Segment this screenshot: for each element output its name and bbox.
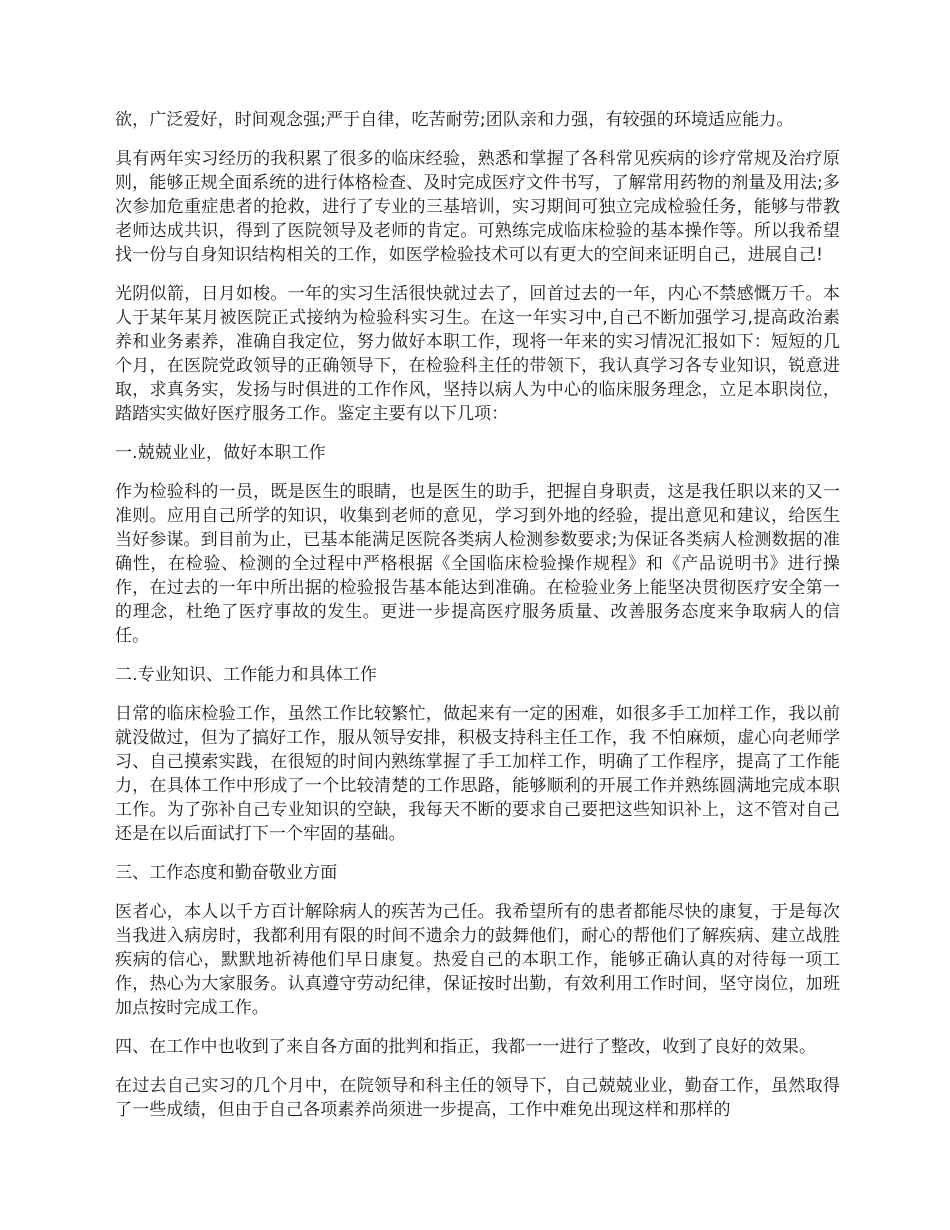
paragraph-closing: 在过去自己实习的几个月中，在院领导和科主任的领导下，自己兢兢业业，勤奋工作，虽然取得了一些成绩，但由于自己各项素养尚须进一步提高，工作中难免出现这样和那样的 <box>115 1076 840 1120</box>
section-heading-2: 二.专业知识、工作能力和具体工作 <box>115 665 378 685</box>
section-heading-1: 一.兢兢业业，做好本职工作 <box>115 443 326 463</box>
section-heading-3: 三、工作态度和勤奋敬业方面 <box>115 863 338 883</box>
paragraph-section-2: 日常的临床检验工作，虽然工作比较繁忙，做起来有一定的困难，如很多手工加样工作，我以前就没做过，但为了搞好工作，服从领导安排，积极支持科主任工作，我 不怕麻烦，虚心向老师学习、自己摸索实践，在很短的时间内熟练掌握了手工加样工作，明确了工作程序，提高了工作能力，在具体工作中形成了一个比较清楚的工作思路，能够顺利的开展工作并熟练圆满地完成本职工作。为了弥补自己专业知识的空缺，我每天不断的要求自己要把这些知识补上，这不管对自己还是在以后面试打下一个牢固的基础。 <box>115 704 840 844</box>
paragraph-section-1: 作为检验科的一员，既是医生的眼睛，也是医生的助手，把握自身职责，这是我任职以来的又一准则。应用自己所学的知识，收集到老师的意见，学习到外地的经验，提出意见和建议，给医生当好参谋。到目前为止，已基本能满足医院各类病人检测参数要求;为保证各类病人检测数据的准确性，在检验、检测的全过程中严格根据《全国临床检验操作规程》和《产品说明书》进行操作，在过去的一年中所出据的检验报告基本能达到准确。在检验业务上能坚决贯彻医疗安全第一的理念，杜绝了医疗事故的发生。更进一步提高医疗服务质量、改善服务态度来争取病人的信任。 <box>115 482 840 646</box>
paragraph-internship-summary: 光阴似箭，日月如梭。一年的实习生活很快就过去了，回首过去的一年，内心不禁感慨万千。本人于某年某月被医院正式接纳为检验科实习生。在这一年实习中,自己不断加强学习,提高政治素养和业务素养，准确自我定位，努力做好本职工作，现将一年来的实习情况汇报如下：短短的几个月，在医院党政领导的正确领导下，在检验科主任的带领下，我认真学习各专业知识，锐意进取，求真务实，发扬与时俱进的工作作风，坚持以病人为中心的临床服务理念，立足本职岗位，踏踏实实做好医疗服务工作。鉴定主要有以下几项： <box>115 284 840 424</box>
document-body <box>115 108 840 1137</box>
paragraph-experience: 具有两年实习经历的我积累了很多的临床经验，熟悉和掌握了各科常见疾病的诊疗常规及治疗原则，能够正规全面系统的进行体格检查、及时完成医疗文件书写，了解常用药物的剂量及用法;多次参加危重症患者的抢救，进行了专业的三基培训，实习期间可独立完成检验任务，能够与带教老师达成共识，得到了医院领导及老师的肯定。可熟练完成临床检验的基本操作等。所以我希望找一份与自身知识结构相关的工作，如医学检验技术可以有更大的空间来证明自己，进展自己! <box>115 149 840 265</box>
paragraph-section-3: 医者心，本人以千方百计解除病人的疾苦为己任。我希望所有的患者都能尽快的康复，于是每次当我进入病房时，我都利用有限的时间不遗余力的鼓舞他们，耐心的帮他们了解疾病、建立战胜疾病的信心，默默地祈祷他们早日康复。热爱自己的本职工作，能够正确认真的对待每一项工作，热心为大家服务。认真遵守劳动纪律，保证按时出勤，有效利用工作时间，坚守岗位，加班加点按时完成工作。 <box>115 902 840 1018</box>
paragraph-section-4: 四、在工作中也收到了来自各方面的批判和指正，我都一一进行了整改，收到了良好的效果。 <box>115 1037 817 1057</box>
paragraph-intro-continuation: 欲，广泛爱好，时间观念强;严于自律，吃苦耐劳;团队亲和力强，有较强的环境适应能力。 <box>115 110 794 130</box>
